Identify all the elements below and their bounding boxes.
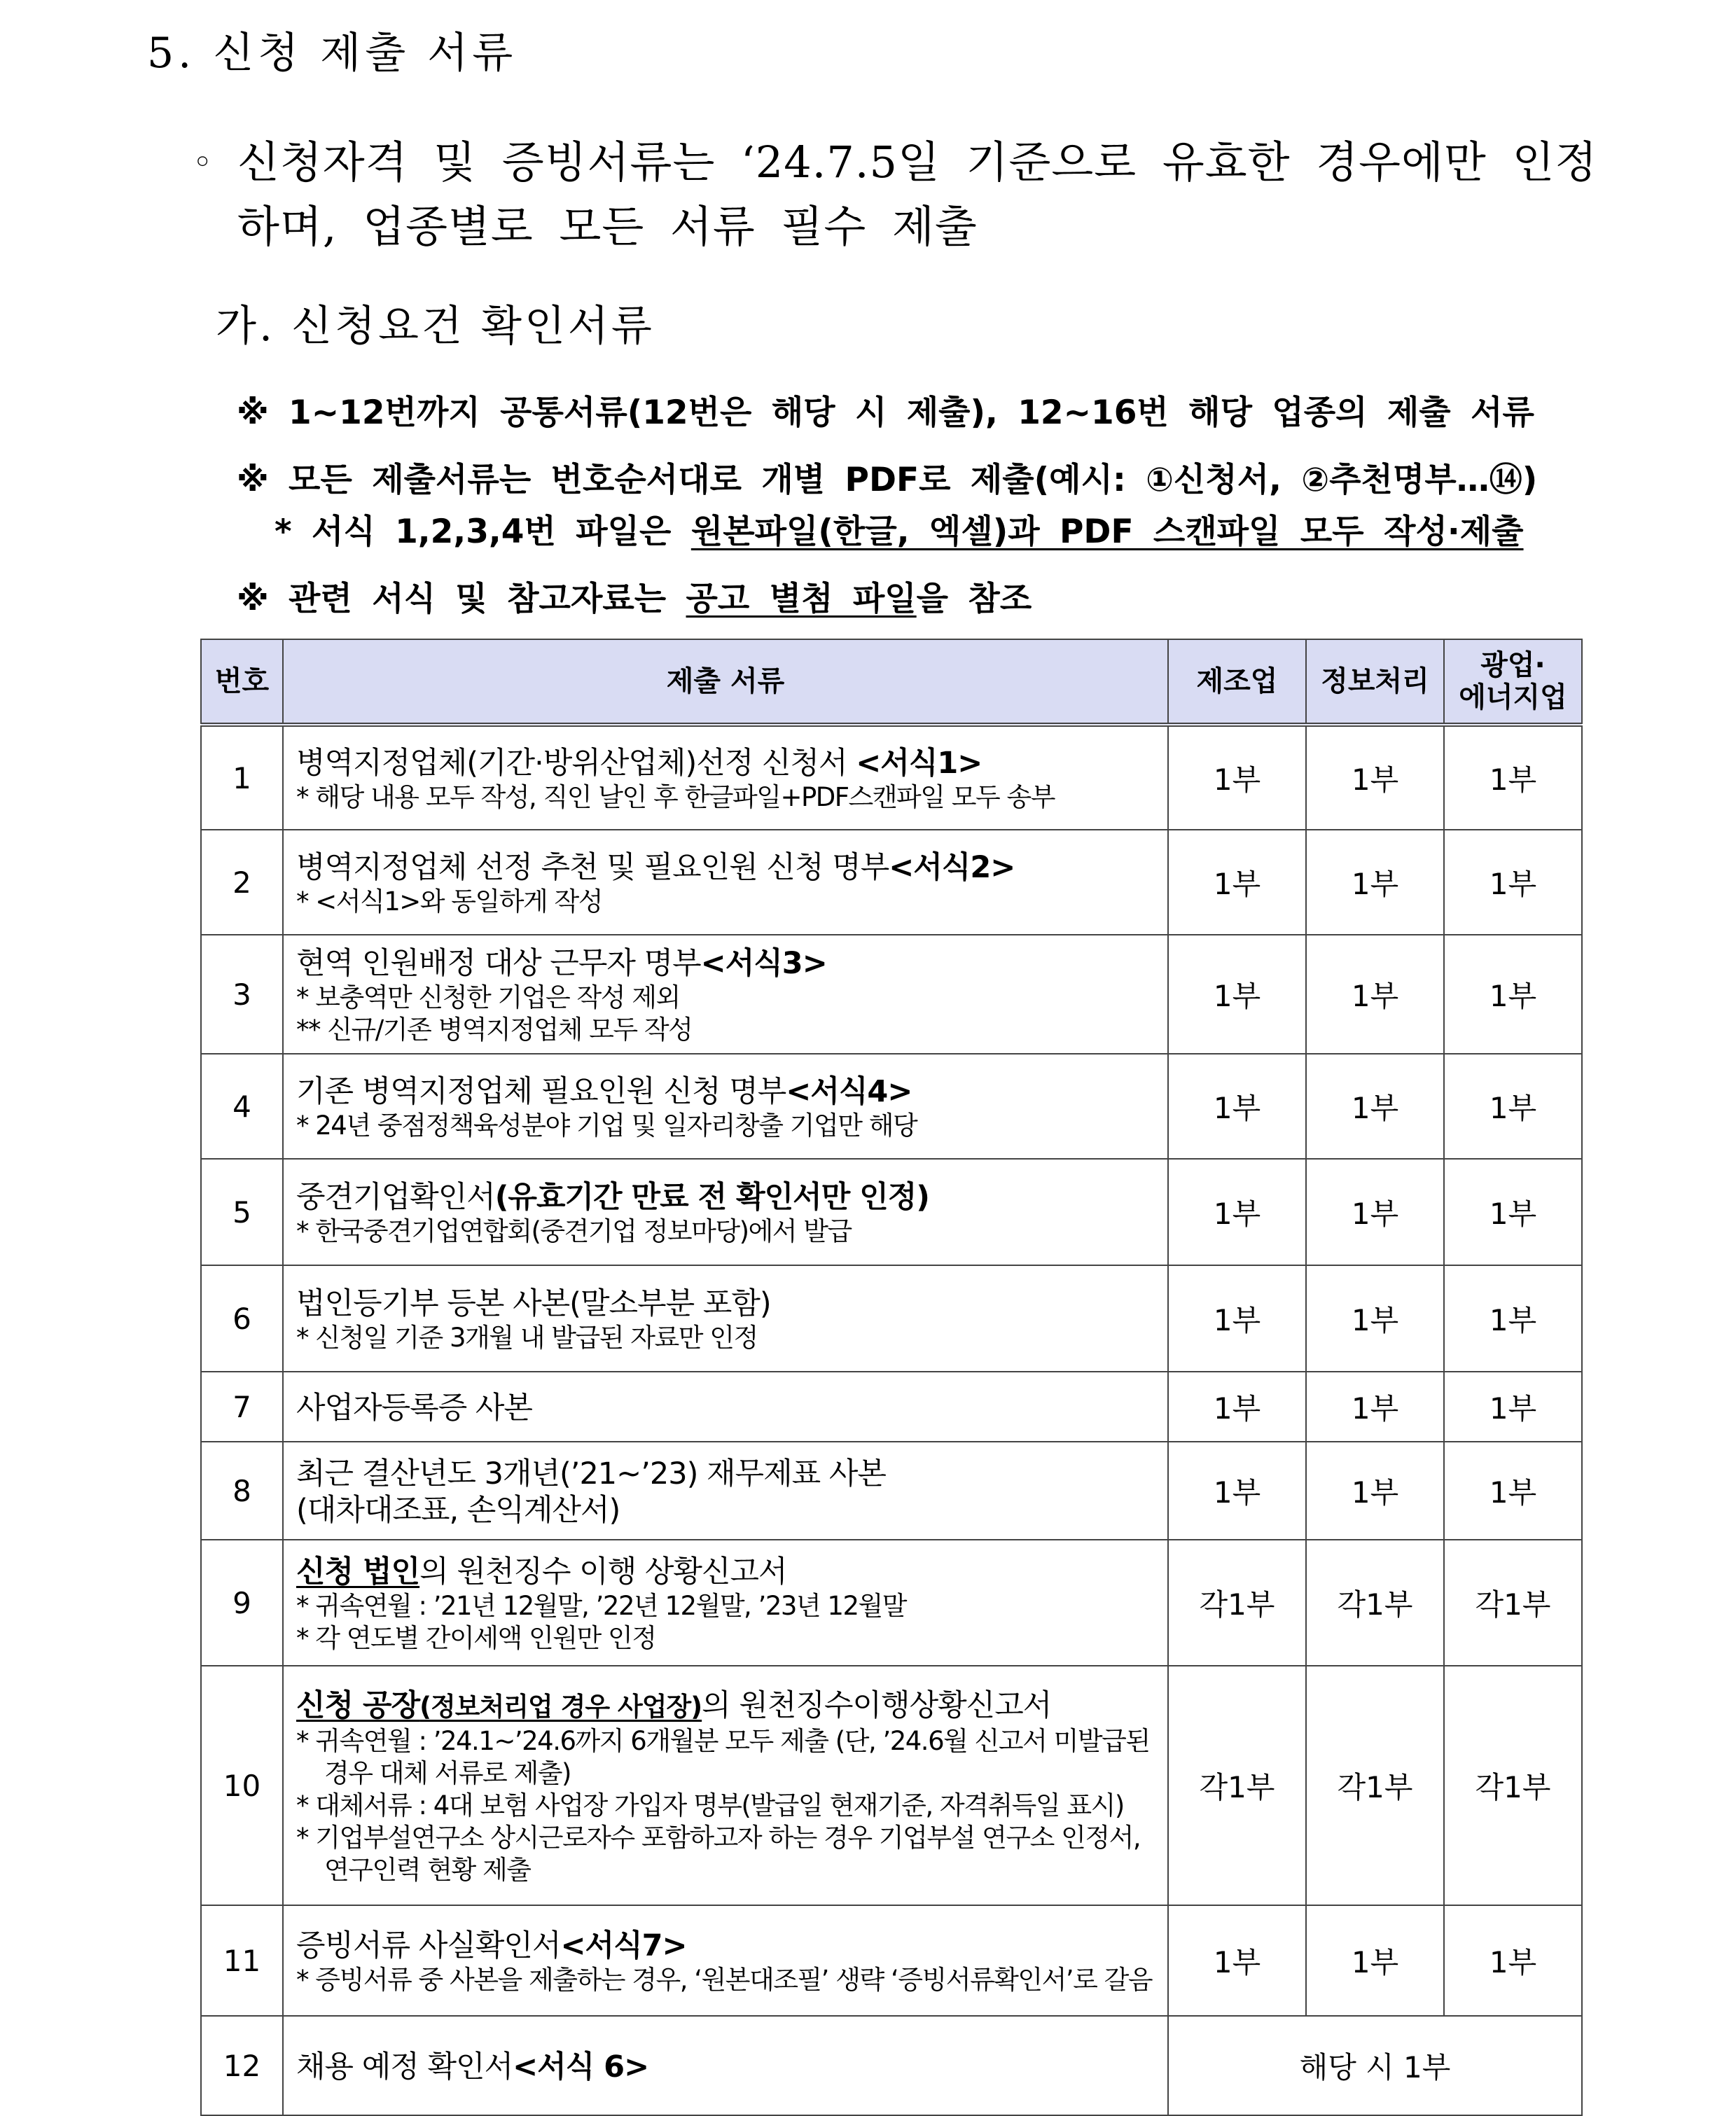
doc-note: * 신청일 기준 3개월 내 발급된 자료만 인정: [296, 1323, 758, 1353]
copies-info-processing: 1부: [1306, 1442, 1444, 1540]
copies-manufacturing: 1부: [1168, 1265, 1306, 1372]
note-reference: [237, 573, 1032, 620]
doc-title-text: 최근 결산년도 3개년(’21~’23) 재무제표 사본: [296, 1456, 886, 1491]
copies-mining-energy: 1부: [1444, 1442, 1582, 1540]
note-reference-underlined: 공고 별첨 파일: [686, 580, 917, 618]
copies-info-processing: 1부: [1306, 1265, 1444, 1372]
doc-note: * 증빙서류 중 사본을 제출하는 경우, ‘원본대조필’ 생략 ‘증빙서류확인서’로 갈음: [296, 1965, 1153, 1995]
copies-all-industries: 해당 시 1부: [1168, 2016, 1582, 2115]
copies-manufacturing: 1부: [1168, 1054, 1306, 1159]
doc-title-form-ref: <서식3>: [700, 946, 827, 981]
header-mining-energy-line2: 에너지업: [1459, 681, 1567, 714]
header-mining-energy: [1444, 639, 1582, 725]
row-number: 8: [201, 1442, 283, 1540]
row-number: 2: [201, 830, 283, 935]
row-document: [283, 1540, 1168, 1666]
doc-title-line2: (대차대조표, 손익계산서): [296, 1493, 620, 1528]
table-row: [201, 935, 1582, 1054]
doc-title: [296, 1456, 1167, 1492]
copies-manufacturing: 1부: [1168, 725, 1306, 830]
doc-title: [296, 1554, 1167, 1590]
row-number: 7: [201, 1372, 283, 1442]
table-row: [201, 725, 1582, 830]
copies-mining-energy: 1부: [1444, 1905, 1582, 2016]
doc-title-text: 중견기업확인서: [296, 1180, 495, 1215]
table-row: [201, 1905, 1582, 2016]
row-document: [283, 1666, 1168, 1905]
row-number: 5: [201, 1159, 283, 1265]
row-number: 9: [201, 1540, 283, 1666]
doc-note: * 보충역만 신청한 기업은 작성 제외: [296, 982, 680, 1012]
bullet-paragraph: [193, 130, 1600, 259]
doc-note: * <서식1>와 동일하게 작성: [296, 886, 603, 917]
row-document: [283, 1905, 1168, 2016]
doc-note: * 24년 중점정책육성분야 기업 및 일자리창출 기업만 해당: [296, 1111, 917, 1141]
copies-info-processing: 1부: [1306, 1159, 1444, 1265]
row-number: 1: [201, 725, 283, 830]
bullet-mark: ◦: [193, 143, 214, 182]
header-manufacturing: 제조업: [1168, 639, 1306, 725]
header-info-processing: 정보처리: [1306, 639, 1444, 725]
header-document: 제출 서류: [283, 639, 1168, 725]
note-form-files-prefix: * 서식 1,2,3,4번 파일은: [275, 513, 691, 551]
doc-title-text: 사업자등록증 사본: [296, 1391, 532, 1426]
doc-title-underlined-note: (정보처리업 경우 사업장): [419, 1692, 702, 1722]
doc-title-form-ref: <서식4>: [786, 1074, 912, 1109]
row-number: 12: [201, 2016, 283, 2115]
copies-mining-energy: 1부: [1444, 725, 1582, 830]
doc-title-text: 현역 인원배정 대상 근무자 명부: [296, 946, 701, 981]
copies-manufacturing: 1부: [1168, 1159, 1306, 1265]
table-row: [201, 1372, 1582, 1442]
table-row: [201, 2016, 1582, 2115]
bullet-text: 신청자격 및 증빙서류는 ‘24.7.5일 기준으로 유효한 경우에만 인정하며, 업종별로 모든 서류 필수 제출: [237, 137, 1598, 252]
row-document: [283, 2016, 1168, 2115]
row-number: 3: [201, 935, 283, 1054]
row-document: [283, 1054, 1168, 1159]
copies-info-processing: 1부: [1306, 1054, 1444, 1159]
copies-manufacturing: 1부: [1168, 830, 1306, 935]
row-number: 4: [201, 1054, 283, 1159]
doc-title-text: 증빙서류 사실확인서: [296, 1928, 561, 1963]
copies-info-processing: 1부: [1306, 830, 1444, 935]
doc-title: [296, 1286, 1167, 1322]
doc-title-form-ref: <서식2>: [889, 850, 1015, 885]
copies-mining-energy: 1부: [1444, 1054, 1582, 1159]
copies-info-processing: 1부: [1306, 1905, 1444, 2016]
copies-info-processing: 1부: [1306, 935, 1444, 1054]
note-reference-suffix: 을 참조: [916, 580, 1032, 618]
doc-title-text: 채용 예정 확인서: [296, 2049, 513, 2084]
copies-manufacturing: 1부: [1168, 935, 1306, 1054]
note-form-files-underlined: 원본파일(한글, 엑셀)과 PDF 스캔파일 모두 작성·제출: [690, 513, 1524, 551]
row-number: 6: [201, 1265, 283, 1372]
doc-title: [296, 745, 1167, 781]
doc-title-text: 병역지정업체 선정 추천 및 필요인원 신청 명부: [296, 850, 889, 885]
note-reference-prefix: ※ 관련 서식 및 참고자료는: [237, 580, 686, 618]
row-document: [283, 1372, 1168, 1442]
row-document: [283, 830, 1168, 935]
doc-note: * 귀속연월 : ’24.1~’24.6까지 6개월분 모두 제출 (단, ’24.6월 신고서 미발급된: [296, 1726, 1150, 1756]
copies-manufacturing: 1부: [1168, 1442, 1306, 1540]
doc-title: [296, 1687, 1167, 1725]
doc-title: [296, 1390, 1167, 1426]
doc-title-text: 기존 병역지정업체 필요인원 신청 명부: [296, 1074, 786, 1109]
copies-info-processing: 각1부: [1306, 1666, 1444, 1905]
table-row: [201, 1540, 1582, 1666]
header-mining-energy-line1: 광업·: [1480, 649, 1546, 681]
doc-note: * 기업부설연구소 상시근로자수 포함하고자 하는 경우 기업부설 연구소 인정서,: [296, 1823, 1141, 1853]
row-document: [283, 1442, 1168, 1540]
table-row: [201, 1666, 1582, 1905]
table-row: [201, 1442, 1582, 1540]
doc-title-underlined: 신청 공장: [296, 1688, 420, 1723]
doc-title: [296, 945, 1167, 982]
copies-manufacturing: 각1부: [1168, 1666, 1306, 1905]
copies-mining-energy: 1부: [1444, 830, 1582, 935]
row-document: [283, 1159, 1168, 1265]
table-header-row: [201, 639, 1582, 725]
copies-mining-energy: 1부: [1444, 1265, 1582, 1372]
copies-manufacturing: 1부: [1168, 1905, 1306, 2016]
doc-note: * 각 연도별 간이세액 인원만 인정: [296, 1623, 656, 1653]
doc-title-text: 의 원천징수이행상황신고서: [702, 1688, 1052, 1723]
note-form-files: [275, 506, 1524, 552]
doc-note: * 한국중견기업연합회(중견기업 정보마당)에서 발급: [296, 1216, 852, 1246]
row-document: [283, 725, 1168, 830]
copies-info-processing: 각1부: [1306, 1540, 1444, 1666]
copies-manufacturing: 1부: [1168, 1372, 1306, 1442]
doc-note: ** 신규/기존 병역지정업체 모두 작성: [296, 1015, 693, 1045]
doc-note: * 대체서류 : 4대 보험 사업장 가입자 명부(발급일 현재기준, 자격취득일 표시): [296, 1790, 1124, 1821]
doc-note: * 해당 내용 모두 작성, 직인 날인 후 한글파일+PDF스캔파일 모두 송부: [296, 782, 1055, 812]
doc-title-underlined: 신청 법인: [296, 1554, 420, 1589]
table-row: [201, 1159, 1582, 1265]
copies-info-processing: 1부: [1306, 1372, 1444, 1442]
documents-table: [200, 639, 1583, 2116]
section-title: 5. 신청 제출 서류: [147, 29, 518, 78]
note-pdf-order: ※ 모든 제출서류는 번호순서대로 개별 PDF로 제출(예시: ①신청서, ②추천명부…⑭): [237, 461, 1538, 499]
doc-title: [296, 2049, 1167, 2085]
doc-title-text: 법인등기부 등본 사본(말소부분 포함): [296, 1286, 771, 1321]
copies-mining-energy: 각1부: [1444, 1540, 1582, 1666]
doc-title-text: 의 원천징수 이행 상황신고서: [419, 1554, 787, 1589]
doc-note: * 귀속연월 : ’21년 12월말, ’22년 12월말, ’23년 12월말: [296, 1591, 906, 1621]
doc-title: [296, 1073, 1167, 1110]
row-number: 10: [201, 1666, 283, 1905]
note-common-docs: ※ 1~12번까지 공통서류(12번은 해당 시 제출), 12~16번 해당 업종의 제출 서류: [237, 394, 1534, 432]
table-row: [201, 1265, 1582, 1372]
subsection-title: 가. 신청요건 확인서류: [216, 302, 655, 351]
doc-title-form-ref: <서식 6>: [513, 2049, 649, 2084]
doc-title: [296, 849, 1167, 886]
copies-info-processing: 1부: [1306, 725, 1444, 830]
header-number: 번호: [201, 639, 283, 725]
table-row: [201, 830, 1582, 935]
copies-manufacturing: 각1부: [1168, 1540, 1306, 1666]
doc-title-text: 병역지정업체(기간·방위산업체)선정 신청서: [296, 746, 856, 781]
doc-title-form-ref: <서식1>: [856, 746, 982, 781]
row-document: [283, 935, 1168, 1054]
row-document: [283, 1265, 1168, 1372]
table-row: [201, 1054, 1582, 1159]
copies-mining-energy: 1부: [1444, 935, 1582, 1054]
doc-note: 경우 대체 서류로 제출): [324, 1758, 571, 1788]
doc-title-form-ref: <서식7>: [560, 1928, 687, 1963]
doc-title: [296, 1179, 1167, 1216]
doc-title-form-ref: (유효기간 만료 전 확인서만 인정): [494, 1180, 929, 1215]
doc-note: 연구인력 현황 제출: [324, 1855, 531, 1885]
copies-mining-energy: 1부: [1444, 1372, 1582, 1442]
copies-mining-energy: 1부: [1444, 1159, 1582, 1265]
copies-mining-energy: 각1부: [1444, 1666, 1582, 1905]
doc-title: [296, 1928, 1167, 1964]
row-number: 11: [201, 1905, 283, 2016]
